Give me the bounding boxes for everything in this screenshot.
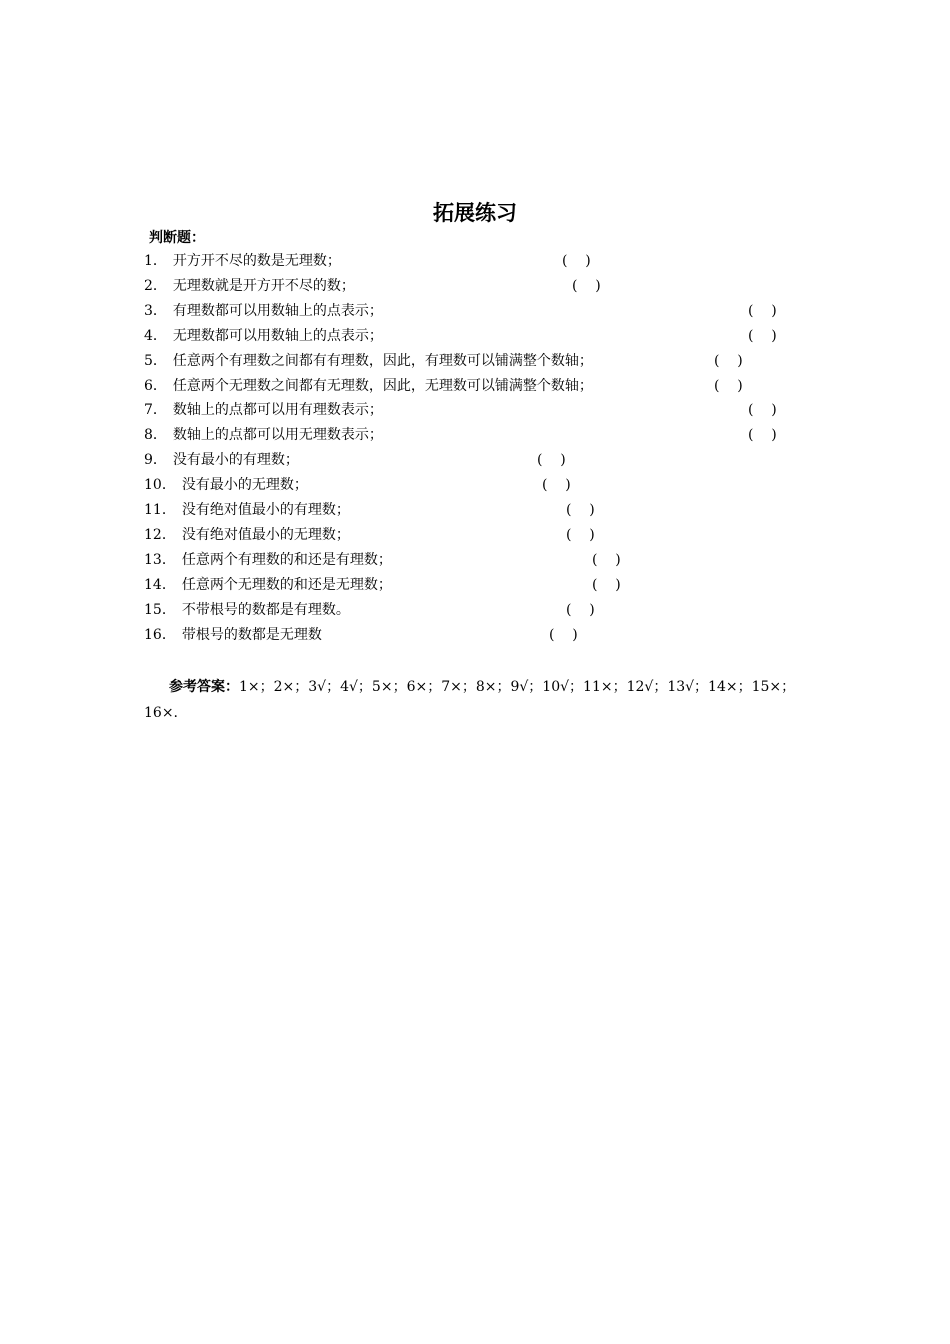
answer-bracket: ( ): [748, 402, 777, 419]
question-number: 9．: [144, 452, 167, 469]
question-number: 8．: [144, 427, 167, 444]
question-item: [144, 598, 814, 622]
question-item: [144, 573, 814, 597]
answer-bracket: ( ): [714, 352, 743, 369]
question-number: 7．: [144, 402, 167, 419]
question-number: 1．: [144, 253, 167, 269]
section-heading: 判断题：: [149, 230, 205, 246]
answer-bracket: ( ): [537, 452, 566, 469]
question-item: [144, 249, 814, 273]
question-text: 开方开不尽的数是无理数；: [172, 253, 341, 269]
question-text: 数轴上的点都可以用无理数表示；: [172, 427, 383, 444]
question-number: 5．: [144, 352, 167, 369]
question-number: 15．: [144, 601, 176, 618]
page-title: 拓展练习: [433, 201, 517, 225]
answer-bracket: ( ): [562, 253, 591, 269]
question-number: 2．: [144, 277, 167, 294]
question-text: 无理数都可以用数轴上的点表示；: [172, 327, 383, 344]
question-item: [144, 423, 814, 447]
question-text: 没有绝对值最小的有理数；: [181, 502, 350, 518]
question-text: 无理数就是开方开不尽的数；: [172, 277, 355, 294]
question-item: [144, 398, 814, 422]
answer-bracket: ( ): [592, 576, 621, 593]
question-number: 12．: [144, 526, 176, 543]
answer-text: 1×；2×；3√；4√；5×；6×；7×；8×；9√；10√；11×；12√；13√；14×；15×；16×.: [144, 679, 796, 721]
question-number: 13．: [144, 551, 176, 568]
answer-bracket: ( ): [566, 502, 595, 518]
question-text: 有理数都可以用数轴上的点表示；: [172, 302, 383, 319]
answer-bracket: ( ): [748, 327, 777, 344]
question-text: 任意两个有理数之间都有有理数，因此，有理数可以铺满整个数轴；: [172, 352, 593, 369]
question-number: 14．: [144, 576, 176, 593]
question-text: 带根号的数都是无理数: [181, 626, 322, 643]
question-item: [144, 448, 814, 472]
answer-label: 参考答案：: [169, 679, 239, 695]
question-item: [144, 374, 814, 398]
question-text: 任意两个无理数之间都有无理数，因此，无理数可以铺满整个数轴；: [172, 377, 593, 394]
answer-bracket: ( ): [592, 551, 621, 568]
answer-bracket: ( ): [566, 601, 595, 618]
question-item: [144, 274, 814, 298]
question-text: 任意两个有理数的和还是有理数；: [181, 551, 392, 568]
question-number: 11．: [144, 502, 176, 518]
question-text: 任意两个无理数的和还是无理数；: [181, 576, 392, 593]
answer-bracket: ( ): [566, 526, 595, 543]
answer-bracket: ( ): [714, 377, 743, 394]
question-number: 6．: [144, 377, 167, 394]
question-item: [144, 349, 814, 373]
question-item: [144, 523, 814, 547]
question-number: 3．: [144, 302, 167, 319]
question-item: [144, 498, 814, 522]
answer-bracket: ( ): [542, 477, 571, 494]
question-text: 数轴上的点都可以用有理数表示；: [172, 402, 383, 419]
question-item: [144, 623, 814, 647]
question-text: 不带根号的数都是有理数。: [181, 601, 350, 618]
question-number: 16．: [144, 626, 176, 643]
question-item: [144, 299, 814, 323]
question-text: 没有绝对值最小的无理数；: [181, 526, 350, 543]
answer-bracket: ( ): [748, 427, 777, 444]
answer-bracket: ( ): [549, 626, 578, 643]
question-number: 10．: [144, 477, 176, 494]
answer-bracket: ( ): [572, 277, 601, 294]
question-item: [144, 324, 814, 348]
answer-key: [144, 674, 814, 726]
answer-bracket: ( ): [748, 302, 777, 319]
question-item: [144, 548, 814, 572]
question-number: 4．: [144, 327, 167, 344]
question-text: 没有最小的无理数；: [181, 477, 308, 494]
question-text: 没有最小的有理数；: [172, 452, 299, 469]
question-item: [144, 473, 814, 497]
